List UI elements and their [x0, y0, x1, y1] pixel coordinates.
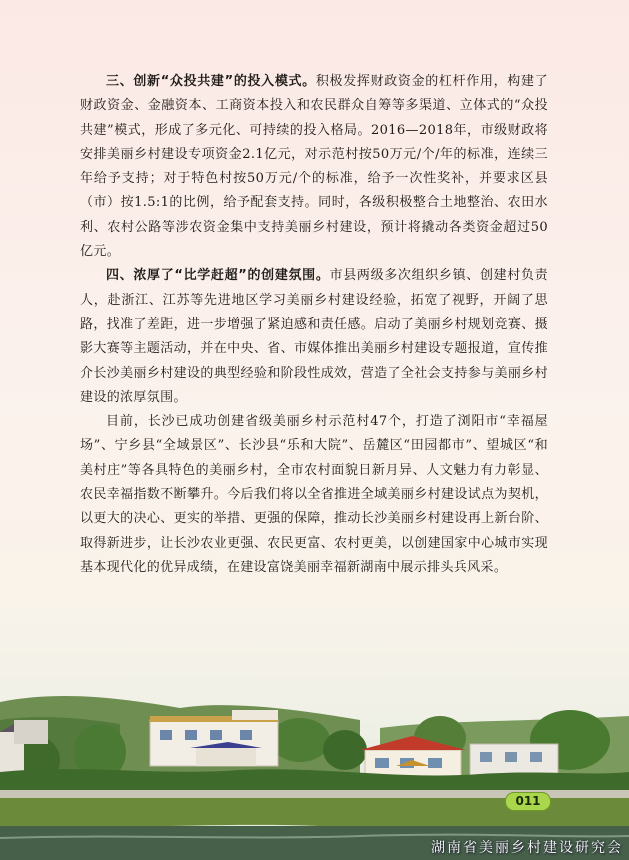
publisher-footer: 湖南省美丽乡村建设研究会 — [431, 840, 623, 856]
window — [530, 752, 542, 762]
paragraph-current-status — [80, 410, 548, 580]
paragraph-body: 市县两级多次组织乡镇、创建村负责人，赴浙江、江苏等先进地区学习美丽乡村建设经验，拓宽了视野，开阔了思路，找准了差距，进一步增强了紧迫感和责任感。启动了美丽乡村规划竞赛、摄影大赛等主题活动，并在中央、省、市媒体推出美丽乡村建设专题报道，宣传推介长沙美丽乡村建设的典型经验和阶段性成效，营造了全社会支持参与美丽乡村建设的浓厚氛围。 — [80, 268, 548, 405]
window — [185, 730, 197, 740]
village-landscape-photo — [0, 680, 629, 860]
rooftop-structure — [232, 710, 278, 720]
paragraph-body: 积极发挥财政资金的杠杆作用，构建了财政资金、金融资本、工商资本投入和农民群众自筹等多渠道、立体式的“众投共建”模式，形成了多元化、可持续的投入格局。2016—2018年，市级财政将安排美丽乡村建设专项资金2.1亿元，对示范村按50万元/个/年的标准，连续三年给予支持；对于特色村按50万元/个的标准，给予一次性奖补，并要求区县（市）按1.5:1的比例，给予配套支持。同时，各级积极整合土地整治、农田水利、农村公路等涉农资金集中支持美丽乡村建设，预计将撬动各类资金超过50亿元。 — [80, 74, 548, 260]
window — [210, 730, 222, 740]
paragraph-body: 目前，长沙已成功创建省级美丽乡村示范村47个，打造了浏阳市“幸福屋场”、宁乡县“全域景区”、长沙县“乐和大院”、岳麓区“田园都市”、望城区“和美村庄”等各具特色的美丽乡村，全市农村面貌日新月异、人文魅力有力彰显、农民幸福指数不断攀升。今后我们将以全省推进全域美丽乡村建设试点为契机，以更大的决心、更实的举措、更强的保障，推动长沙美丽乡村建设再上新台阶、取得新进步，让长沙农业更强、农民更富、农村更美，以创建国家中心城市实现基本现代化的优异成绩，在建设富饶美丽幸福新湖南中展示排头兵风采。 — [80, 414, 548, 575]
section-heading-4: 四、浓厚了“比学赶超”的创建氛围。 — [106, 268, 330, 284]
window — [428, 758, 442, 768]
window — [505, 752, 517, 762]
paragraph-competition-atmosphere — [80, 264, 548, 410]
paragraph-investment-model — [80, 70, 548, 264]
article-body — [80, 70, 548, 580]
house-left-2 — [14, 720, 48, 744]
page-number-badge: 011 — [505, 792, 551, 811]
window — [240, 730, 252, 740]
window — [160, 730, 172, 740]
tree — [270, 718, 330, 762]
window — [375, 758, 389, 768]
section-heading-3: 三、创新“众投共建”的投入模式。 — [106, 74, 316, 89]
window — [480, 752, 492, 762]
porch — [196, 748, 256, 766]
